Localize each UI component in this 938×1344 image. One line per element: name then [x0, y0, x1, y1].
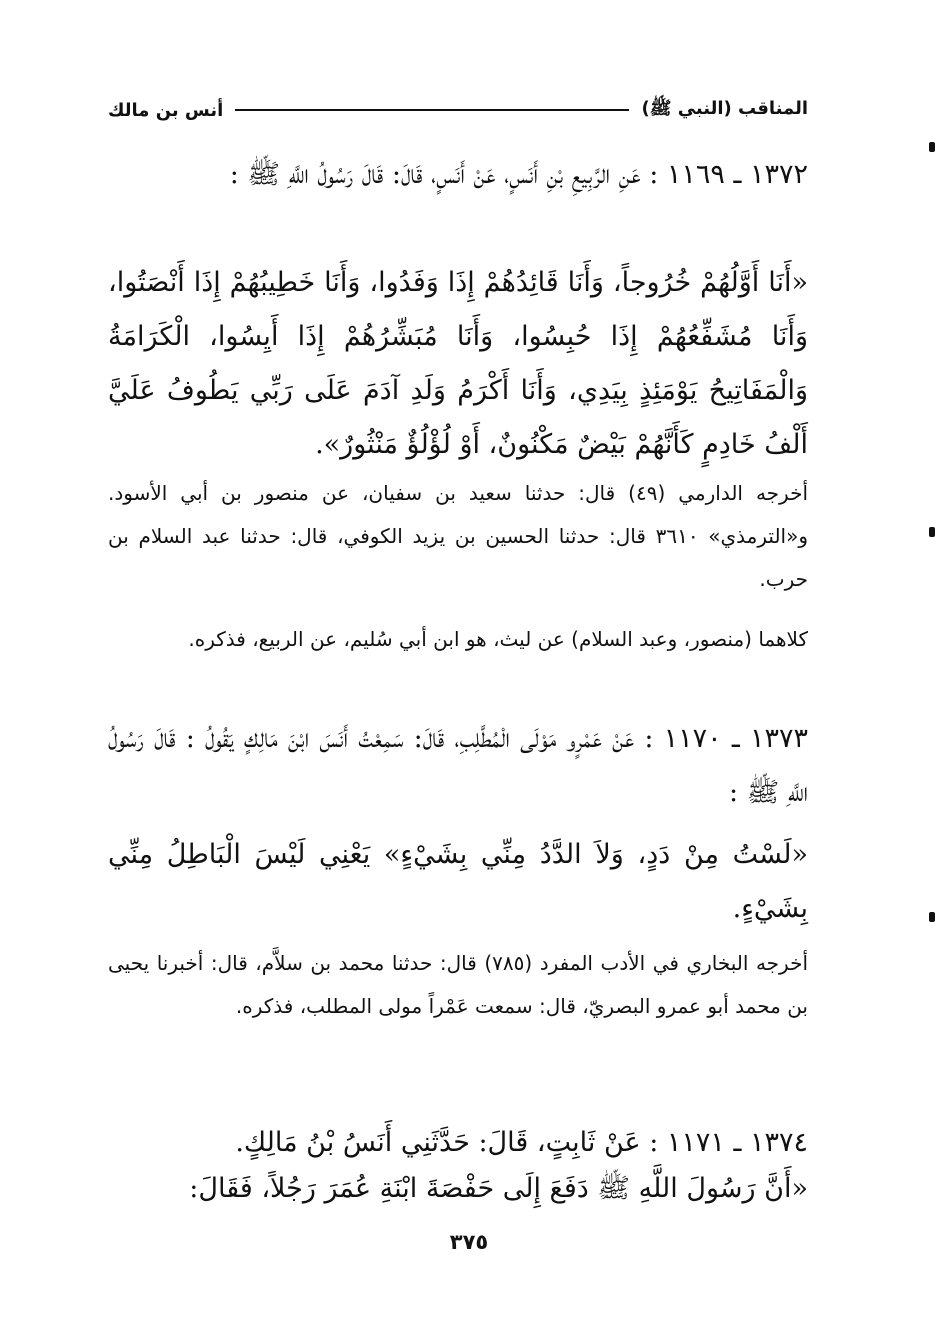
page-edge-mark: [929, 527, 935, 537]
takhrij-1372-summary: كلاهما (منصور، وعبد السلام) عن ليث، هو ابن أبي سُليم، عن الربيع، فذكره.: [188, 627, 808, 651]
hadith-1372-text: «أَنَا أَوَّلُهُمْ خُرُوجاً، وَأَنَا قَائِدُهُمْ إِذَا وَفَدُوا، وَأَنَا خَطِيبُهُمْ إِذَا أَنْصَتُوا، وَأَنَا مُشَفِّعُهُمْ إِذَا حُبِسُوا، وَأَنَا مُبَشِّرُهُمْ إِذَا أَيِسُوا، الْكَرَامَةُ وَالْمَفَاتِيحُ يَوْمَئِذٍ بِيَدِي، وَأَنَا أَكْرَمُ وَلَدِ آدَمَ عَلَى رَبِّي يَطُوفُ عَلَيَّ أَلْفُ خَادِمٍ كَأَنَّهُمْ بَيْضٌ مَكْنُونٌ، أَوْ لُؤْلُؤٌ مَنْثُورٌ».: [108, 267, 808, 460]
takhrij-1372-sources: أخرجه الدارمي (٤٩) قال: حدثنا سعيد بن سفيان، عن منصور بن أبي الأسود. و«الترمذي» ٣٦١٠ قال: حدثنا الحسين بن يزيد الكوفي، قال: حدثنا عبد السلام بن حرب.: [108, 481, 808, 591]
hadith-1373-chain: ١٣٧٣ ـ ١١٧٠ : عَنْ عَمْرٍو مَوْلَى الْمُطَّلِبِ، قَالَ: سَمِعْتُ أَنَسَ ابْنَ مَالِكٍ يَقُولُ : قَالَ رَسُولُ اللَّهِ ﷺ :: [108, 723, 808, 808]
hadith-1374-chain: ١٣٧٤ ـ ١١٧١ : عَنْ ثَابِتٍ، قَالَ: حَدَّثَنِي أَنَسُ بْنُ مَالِكٍ.: [235, 1127, 808, 1158]
header-section-title: أنس بن مالك: [108, 99, 224, 121]
hadith-1373-text: «لَسْتُ مِنْ دَدٍ، وَلاَ الدَّدُ مِنِّي بِشَيْءٍ» يَعْنِي لَيْسَ الْبَاطِلُ مِنِّي بِشَيْءٍ.: [108, 839, 808, 924]
page-number: ٣٧٥: [449, 1230, 489, 1254]
takhrij-1373-sources: أخرجه البخاري في الأدب المفرد (٧٨٥) قال: حدثنا محمد بن سلاَّم، قال: أخبرنا يحيى بن محمد أبو عمرو البصريّ، قال: سمعت عَمْراً مولى المطلب، فذكره.: [108, 951, 808, 1018]
header-chapter-title: المناقب (النبي ﷺ): [641, 98, 808, 119]
page-edge-mark: [929, 912, 935, 922]
hadith-1374-text: «أَنَّ رَسُولَ اللَّهِ ﷺ دَفَعَ إِلَى حَفْصَةَ ابْنَةِ عُمَرَ رَجُلاً، فَقَالَ:: [189, 1173, 808, 1204]
running-header: [108, 92, 808, 128]
hadith-1372-chain: ١٣٧٢ ـ ١١٦٩ : عَنِ الرَّبِيعِ بْنِ أَنَسٍ، عَنْ أَنَسٍ، قَالَ: قَالَ رَسُولُ اللَّهِ ﷺ :: [229, 159, 808, 190]
page-edge-mark: [929, 142, 935, 152]
header-rule: [235, 109, 629, 111]
